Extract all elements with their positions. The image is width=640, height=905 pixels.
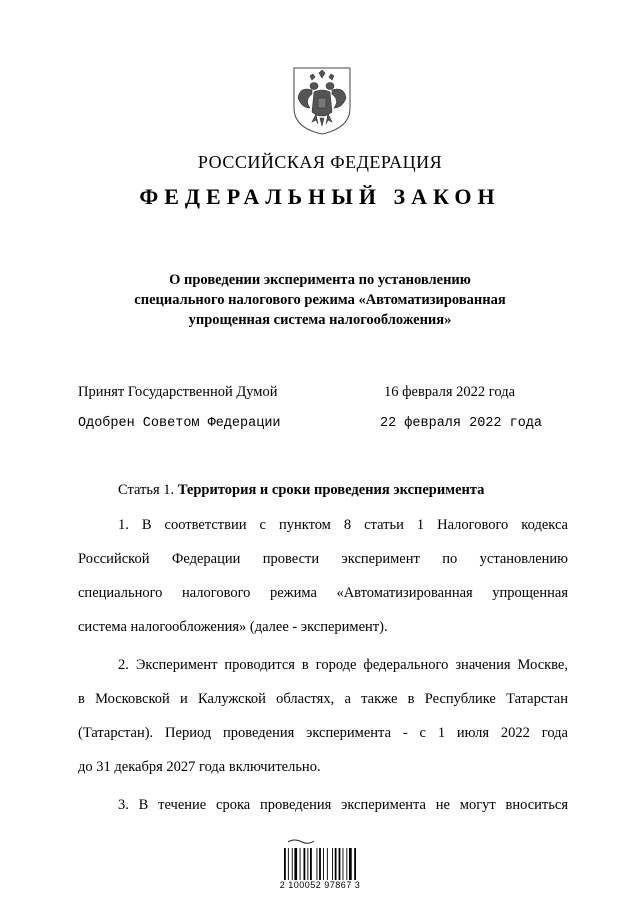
barcode-bar [339,848,341,880]
barcode-bar [300,848,301,880]
barcode-bar [292,848,293,880]
article-title: Территория и сроки проведения эксперимента [177,482,485,498]
barcode-bar [317,848,318,880]
barcode-bar [335,848,337,880]
paragraph-2 [78,648,568,784]
paragraph-1 [78,508,568,644]
barcode-bar [304,848,306,880]
barcode-bar [307,848,308,880]
paragraph-line: до 31 декабря 2027 года включительно. [78,759,321,775]
paragraph-line: система налогообложения» (далее - эксперимент). [78,619,388,635]
law-title-line: специального налогового режима «Автоматизированная [134,292,506,308]
law-title [0,270,640,330]
paragraph-line: (Татарстан). Период проведения эксперимента - с 1 июля 2022 года [78,725,568,741]
duma-adoption-label: Принят Государственной Думой [78,384,278,400]
country-heading: РОССИЙСКАЯ ФЕДЕРАЦИЯ [197,152,443,172]
barcode-bar [349,848,352,880]
russian-coat-of-arms-icon [290,64,354,136]
duma-adoption-date: 16 февраля 2022 года [384,384,516,400]
barcode-bar [346,848,347,880]
barcode-bar [343,848,344,880]
paragraph-line: специального налогового режима «Автоматизированная упрощенная [78,585,568,601]
barcode-number: 2 100052 97867 3 [279,880,361,890]
paragraph-3 [78,788,568,822]
barcode-icon [282,838,362,882]
barcode-bar [354,848,356,880]
barcode-bar [284,848,286,880]
barcode-bar [319,848,321,880]
article-heading [118,482,484,499]
council-approval-label: Одобрен Советом Федерации [78,416,281,431]
paragraph-line: 2. Эксперимент проводится в городе федерального значения Москве, [118,657,568,673]
barcode-bar [294,848,297,880]
council-approval-date: 22 февраля 2022 года [380,416,543,431]
law-type-heading: ФЕДЕРАЛЬНЫЙ ЗАКОН [139,184,501,209]
article-number: Статья 1. [118,482,178,498]
paragraph-line: Российской Федерации провести эксперимент по установлению [78,551,568,567]
paragraph-line: 1. В соответствии с пунктом 8 статьи 1 Налогового кодекса [118,517,568,533]
law-title-line: О проведении эксперимента по установлению [169,272,471,288]
barcode-bar [332,848,333,880]
law-title-line: упрощенная система налогообложения» [188,312,452,328]
paragraph-line: 3. В течение срока проведения эксперимента не могут вноситься [118,797,568,813]
paragraph-line: в Московской и Калужской областях, а также в Республике Татарстан [78,691,568,707]
barcode-bar [323,848,324,880]
barcode-bar [327,848,328,880]
barcode-bar [310,848,312,880]
barcode-bar [288,848,289,880]
